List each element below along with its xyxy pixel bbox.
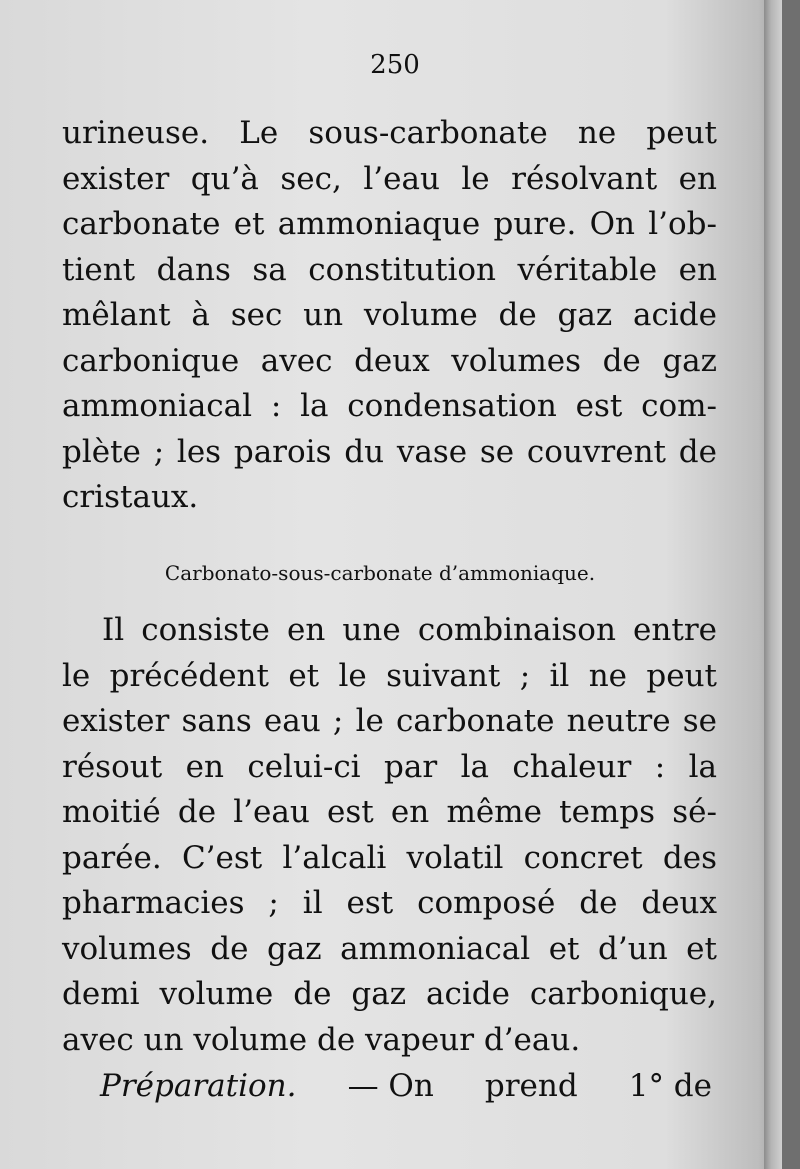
text-line: ammoniacal : la condensation est com- [62, 388, 717, 424]
text-line: moitié de l’eau est en même temps sé- [62, 794, 717, 830]
text-line: exister qu’à sec, l’eau le résolvant en [62, 160, 717, 197]
text-line: tient dans sa constitution véritable en [62, 251, 717, 288]
text-line: plète ; les parois du vase se couvrent de [62, 433, 717, 470]
page-edge-shadow [764, 0, 782, 1169]
text-line: exister sans eau ; le carbonate neutre se [62, 703, 717, 739]
section-heading: Carbonato-sous-carbonate d’ammoniaque. [164, 561, 596, 585]
preparation-line [100, 1063, 712, 1109]
preparation-text-left: — On [347, 1068, 434, 1104]
text-line: cristaux. [62, 479, 199, 515]
preparation-label: Préparation. [100, 1068, 297, 1104]
text-line: pharmacies ; il est composé de deux [62, 885, 717, 921]
text-line: demi volume de gaz acide carbonique, [62, 976, 717, 1012]
preparation-text-right: 1° de [628, 1068, 712, 1104]
page-number: 250 [370, 50, 420, 80]
text-line: carbonate et ammoniaque pure. On l’ob- [62, 206, 717, 242]
text-line: parée. C’est l’alcali volatil concret des [62, 839, 717, 876]
text-line: le précédent et le suivant ; il ne peut [62, 657, 717, 694]
text-line: carbonique avec deux volumes de gaz [62, 342, 717, 379]
preparation-text-mid: prend [484, 1068, 578, 1104]
text-line: mêlant à sec un volume de gaz acide [62, 297, 717, 333]
paragraph-body [62, 608, 717, 1063]
text-line: résout en celui-ci par la chaleur : la [62, 748, 717, 785]
text-line: volumes de gaz ammoniacal et d’un et [62, 930, 717, 967]
paragraph-continued [62, 111, 717, 521]
text-line: avec un volume de vapeur d’eau. [62, 1021, 581, 1058]
text-line: Il consiste en une combinaison entre [102, 612, 717, 648]
text-line: urineuse. Le sous-carbonate ne peut [62, 115, 717, 151]
